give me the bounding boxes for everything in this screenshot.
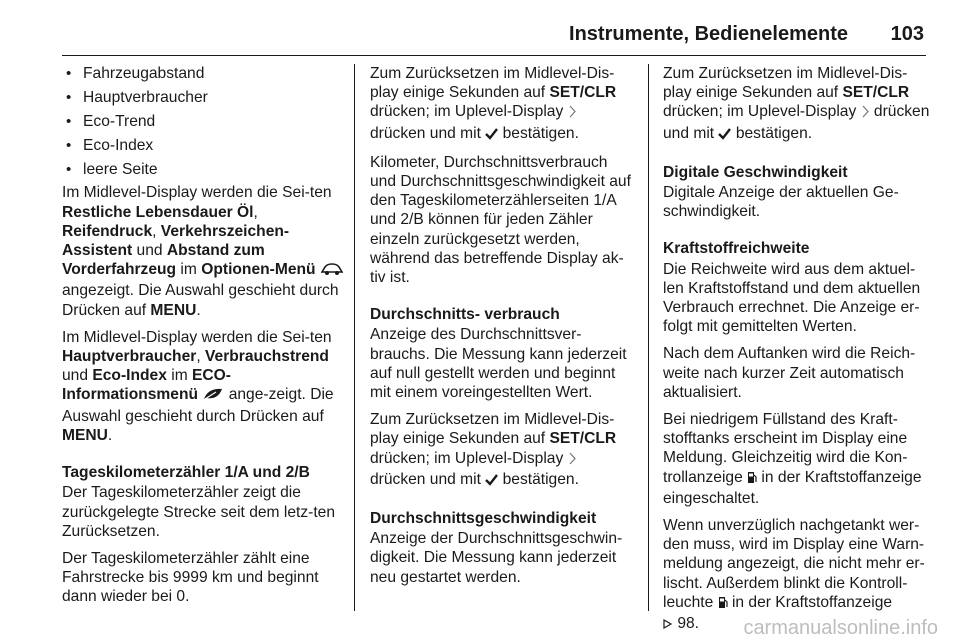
chevron-right-icon bbox=[568, 104, 577, 123]
list-item: • Hauptverbraucher bbox=[62, 88, 346, 107]
checkmark-icon bbox=[485, 126, 498, 145]
paragraph-range-2: Nach dem Auftanken wird die Reich-weite nach kurzer Zeit automatisch aktualisiert. bbox=[663, 345, 916, 401]
column-divider-2 bbox=[648, 64, 649, 611]
fuel-pump-icon bbox=[747, 470, 757, 489]
paragraph-avg-speed: Anzeige der Durchschnittsgeschwin-digkeit. Die Messung kann jederzeit neu gestartet werden. bbox=[370, 530, 623, 586]
paragraph-digital-speed: Digitale Anzeige der aktuellen Ge-schwindigkeit. bbox=[663, 184, 899, 221]
paragraph-reset-3: Zum Zurücksetzen im Midlevel-Dis-play einige Sekunden auf SET/CLR drücken; im Uplevel-Display drücken und mit bestätigen. bbox=[663, 64, 931, 145]
header-rule bbox=[62, 55, 926, 56]
list-item: • Fahrzeugabstand bbox=[62, 64, 346, 83]
paragraph-reset-info: Kilometer, Durchschnittsverbrauch und Durchschnittsgeschwindigkeit auf den Tageskilometerzählerseiten 1/A und 2/B können für jeden Zähler einzeln zurückgesetzt werden, während das betreffende Display ak-tiv ist. bbox=[370, 153, 631, 287]
car-options-icon bbox=[320, 262, 344, 281]
paragraph-reset-2: Zum Zurücksetzen im Midlevel-Dis-play einige Sekunden auf SET/CLR drücken; im Uplevel-Display drücken und mit bestätigen. bbox=[370, 410, 636, 491]
fuel-pump-icon bbox=[718, 595, 728, 614]
heading-digital-speed: Digitale Geschwindigkeit bbox=[663, 163, 848, 181]
paragraph-reset-1: Zum Zurücksetzen im Midlevel-Dis-play einige Sekunden auf SET/CLR drücken; im Uplevel-Display drücken und mit bestätigen. bbox=[370, 64, 636, 145]
list-item: • Eco-Trend bbox=[62, 112, 346, 131]
paragraph-midlevel-options: Im Midlevel-Display werden die Sei-ten Restliche Lebensdauer Öl, Reifendruck, Verkehrszeichen-Assistent und Abstand zum Vorderfahrzeug im Optionen-Menü angezeigt. Die Auswahl geschieht durch Drücken auf MENU. bbox=[62, 183, 346, 319]
eco-leaf-icon bbox=[202, 387, 224, 406]
column-3 bbox=[663, 64, 931, 643]
paragraph-midlevel-eco: Im Midlevel-Display werden die Sei-ten Hauptverbraucher, Verbrauchstrend und Eco-Index im ECO-Informationsmenü ange-zeigt. Die Auswahl geschieht durch Drücken auf MENU. bbox=[62, 328, 334, 444]
page-title: Instrumente, Bedienelemente bbox=[569, 23, 848, 45]
heading-fuel-range: Kraftstoffreichweite bbox=[663, 240, 810, 258]
column-divider-1 bbox=[354, 64, 355, 611]
checkmark-icon bbox=[485, 472, 498, 491]
paragraph-avg-consumption: Anzeige des Durchschnittsver-brauchs. Die Messung kann jederzeit auf null gestellt werden und beginnt mit einem voreingestellten Wert. bbox=[370, 326, 627, 402]
page-reference-icon bbox=[663, 616, 673, 635]
watermark: carmanualsonline.info bbox=[743, 617, 938, 639]
column-2 bbox=[370, 64, 636, 595]
page-header bbox=[0, 0, 960, 48]
list-item: • leere Seite bbox=[62, 160, 346, 179]
paragraph-low-fuel: Bei niedrigem Füllstand des Kraft-stofftanks erscheint im Display eine Meldung. Gleichzeitig wird die Kon-trollanzeige in der Kraftstoffanzeige eingeschaltet. bbox=[663, 411, 922, 507]
paragraph-trip-2: Der Tageskilometerzähler zählt eine Fahrstrecke bis 9999 km und beginnt dann wieder bei 0. bbox=[62, 549, 319, 606]
page-list bbox=[62, 64, 346, 179]
chevron-right-icon bbox=[568, 451, 577, 470]
chevron-right-icon bbox=[861, 104, 870, 123]
paragraph-refuel-warning: Wenn unverzüglich nachgetankt wer-den muss, wird im Display eine Warn-meldung angezeigt, die nicht mehr er-lischt. Außerdem blinkt die Kontroll-leuchte in der Kraftstoffanzeige 98. bbox=[663, 516, 931, 635]
checkmark-icon bbox=[718, 126, 731, 145]
paragraph-range-1: Die Reichweite wird aus dem aktuel-len Kraftstoffstand und dem aktuellen Verbrauch errechnet. Die Anzeige er-folgt mit gemittelten Werten. bbox=[663, 260, 921, 336]
heading-trip-odometer: Tageskilometerzähler 1/A und 2/B bbox=[62, 464, 310, 482]
heading-avg-consumption: Durchschnitts- verbrauch bbox=[370, 306, 560, 324]
heading-avg-speed: Durchschnittsgeschwindigkeit bbox=[370, 510, 597, 528]
page-reference[interactable]: 98. bbox=[673, 615, 700, 633]
page-number: 103 bbox=[890, 23, 924, 45]
column-1 bbox=[62, 64, 346, 615]
list-item: • Eco-Index bbox=[62, 136, 346, 155]
paragraph-trip-1: Der Tageskilometerzähler zeigt die zurückgelegte Strecke seit dem letz-ten Zurücksetzen. bbox=[62, 484, 336, 540]
